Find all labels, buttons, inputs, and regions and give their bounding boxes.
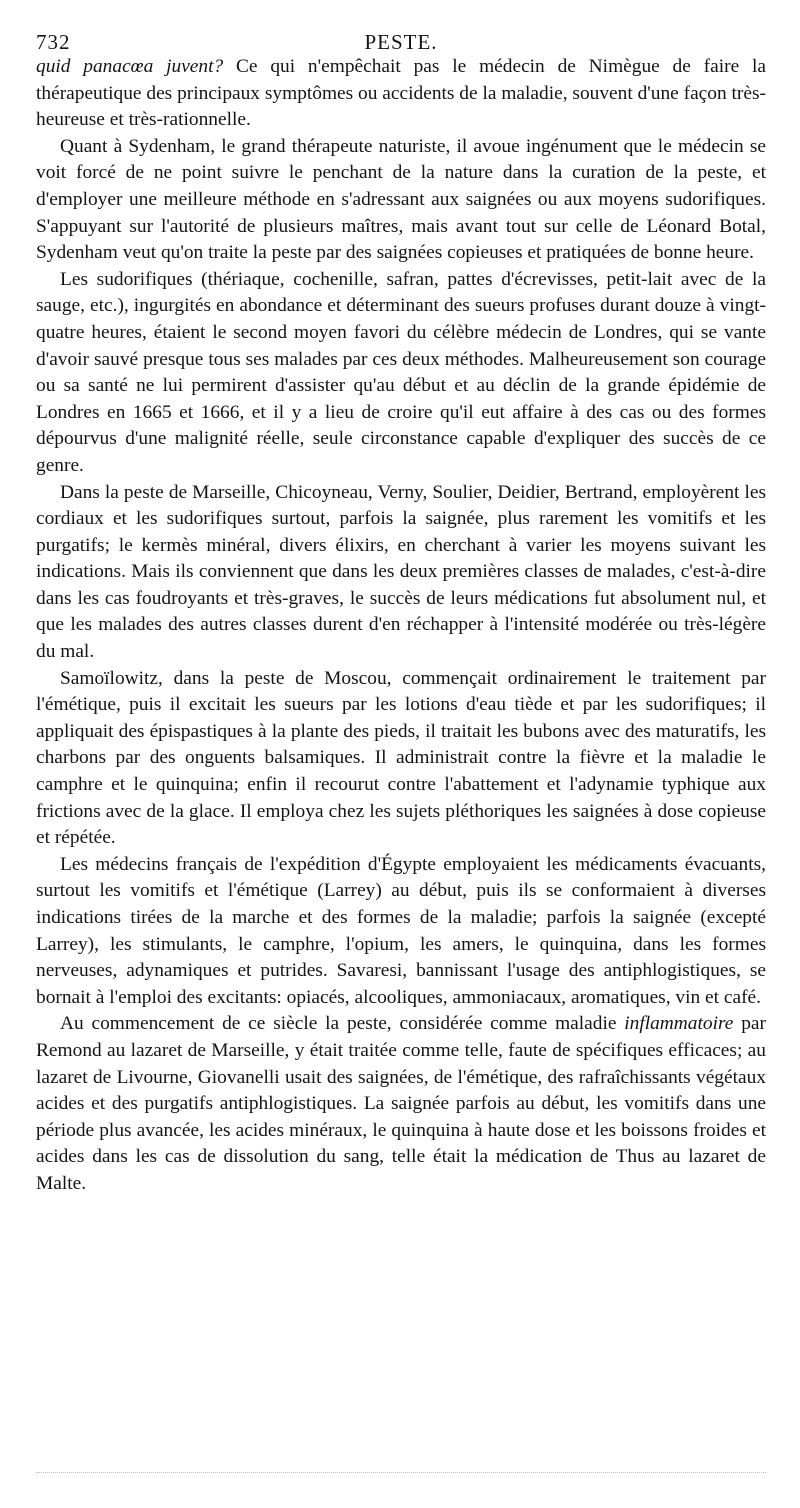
paragraph-4: Dans la peste de Marseille, Chicoyneau, Verny, Soulier, Deidier, Bertrand, employèrent les cordiaux et les sudorifiques surtout, parfois la saignée, plus rarement les vomitifs et les purgatifs; le kermès minéral, divers élixirs, en cherchant à varier les moyens suivant les indications. Mais ils conviennent que dans les deux premières classes de malades, c'est-à-dire dans les cas foudroyants et très-graves, le succès de leurs médications fut absolument nul, et que les malades des autres classes durent d'en réchapper à l'intensité modérée ou très-légère du mal. (36, 481, 766, 663)
paragraph-7 (36, 1011, 766, 1197)
body-text (36, 54, 766, 1198)
page-header (36, 24, 766, 54)
paragraph-2: Quant à Sydenham, le grand thérapeute naturiste, il avoue ingénument que le médecin se voit forcé de ne point suivre le penchant de la nature dans la curation de la peste, et d'employer une meilleure méthode en s'adressant aux saignées ou aux moyens sudorifiques. S'appuyant sur l'autorité de plusieurs maîtres, mais avant tout sur celle de Léonard Botal, Sydenham veut qu'on traite la peste par des saignées copieuses et pratiquées de bonne heure. (36, 135, 766, 264)
running-title: PESTE. (364, 30, 438, 54)
paragraph-7-italic: inflammatoire (624, 1013, 734, 1035)
paragraph-7-text-after: par Remond au lazaret de Marseille, y était traitée comme telle, faute de spécifiques efficaces; au lazaret de Livourne, Giovanelli usait des saignées, de l'émétique, des rafraîchissants végétaux acides et des purgatifs antiphlogistiques. La saignée parfois au début, les vomitifs dans une période plus avancée, les acides minéraux, le quinquina à haute dose et les boissons froides et acides dans les cas de dissolution du sang, telle était la médication de Thus au lazaret de Malte. (36, 1013, 766, 1194)
paragraph-1-italic-lead: quid panacœa juvent? (36, 56, 224, 77)
bottom-dotted-rule (36, 1472, 766, 1473)
paragraph-6: Les médecins français de l'expédition d'Égypte employaient les médicaments évacuants, surtout les vomitifs et l'émétique (Larrey) au début, puis ils se conformaient à diverses indications tirées de la marche et des formes de la maladie; parfois la saignée (excepté Larrey), les stimulants, le camphre, l'opium, les amers, le quinquina, dans les formes nerveuses, adynamiques et putrides. Savaresi, bannissant l'usage des antiphlogistiques, se bornait à l'emploi des excitants: opiacés, alcooliques, ammoniacaux, aromatiques, vin et café. (36, 853, 766, 1008)
paragraph-1-text: Ce qui n'empêchait pas le médecin de Nimègue de faire la thérapeutique des principaux symptômes ou accidents de la maladie, souvent d'une façon très-heureuse et très-rationnelle. (36, 56, 766, 131)
paragraph-1 (36, 54, 766, 134)
paragraph-5: Samoïlowitz, dans la peste de Moscou, commençait ordinairement le traitement par l'émétique, puis il excitait les sueurs par les lotions d'eau tiède et par les sudorifiques; il appliquait des épispastiques à la plante des pieds, il traitait les bubons avec des maturatifs, les charbons par des onguents balsamiques. Il administrait contre la fièvre et la maladie le camphre et le quinquina; enfin il recourut contre l'abattement et l'adynamie typhique aux frictions avec de la glace. Il employa chez les sujets pléthoriques les saignées à dose copieuse et répétée. (36, 667, 766, 849)
page-number: 732 (36, 30, 71, 54)
paragraph-3: Les sudorifiques (thériaque, cochenille, safran, pattes d'écrevisses, petit-lait avec de la sauge, etc.), ingurgités en abondance et déterminant des sueurs profuses durant douze à vingt-quatre heures, étaient le second moyen favori du célèbre médecin de Londres, qui se vante d'avoir sauvé presque tous ses malades par ces deux méthodes. Malheureusement son courage ou sa santé ne lui permirent d'assister qu'au début et au déclin de la grande épidémie de Londres en 1665 et 1666, et il y a lieu de croire qu'il eut affaire à des cas ou des formes dépourvus d'une malignité réelle, seule circonstance capable d'expliquer des succès de ce genre. (36, 268, 766, 476)
document-page (36, 24, 766, 1198)
paragraph-7-text-before: Au commencement de ce siècle la peste, considérée comme maladie (60, 1013, 625, 1035)
